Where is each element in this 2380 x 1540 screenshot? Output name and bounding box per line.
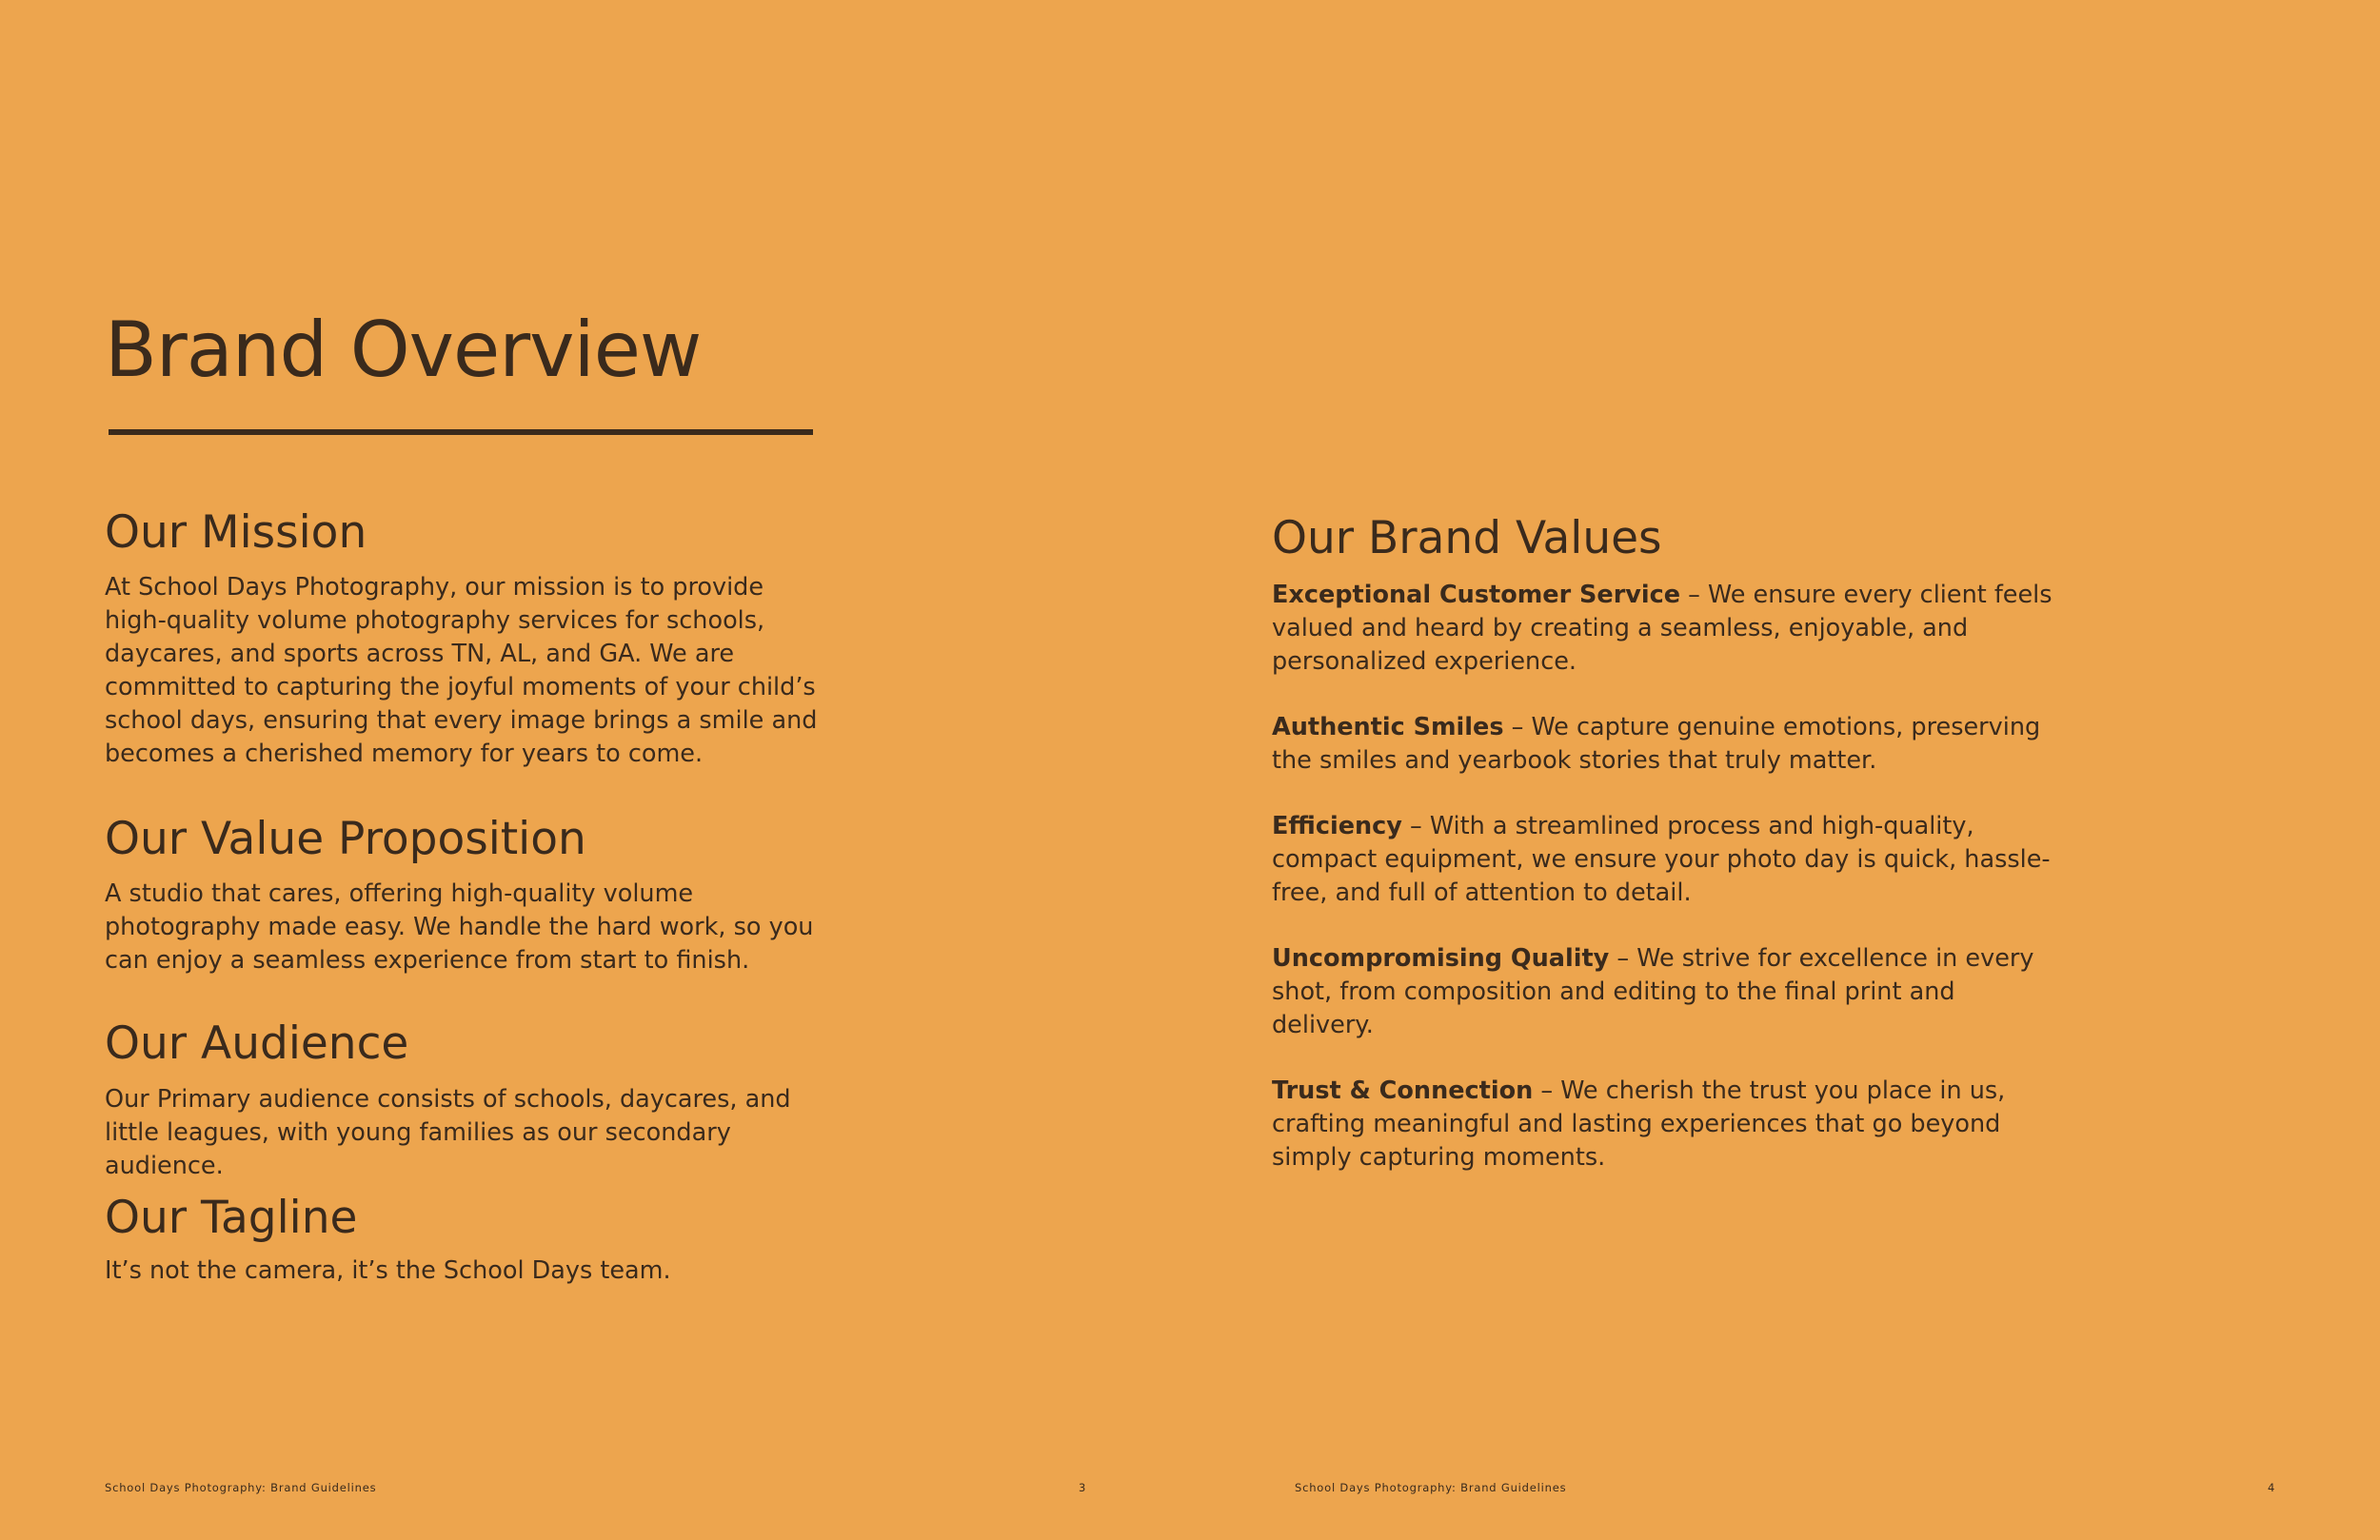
- brand-value-name: Authentic Smiles: [1272, 713, 1504, 741]
- footer-right-page-number: 4: [2268, 1481, 2276, 1494]
- audience-text: Our Primary audience consists of schools, daycares, and little leagues, with young families as our secondary audience.: [105, 1085, 791, 1180]
- brand-value-name: Efficiency: [1272, 812, 1402, 840]
- tagline-heading: Our Tagline: [105, 1192, 358, 1244]
- brand-values-list: [1272, 579, 2053, 1207]
- audience-heading: Our Audience: [105, 1017, 409, 1070]
- value-proposition-text: A studio that cares, offering high-quality volume photography made easy. We handle the hard work, so you can enjoy a seamless experience from start to finish.: [105, 879, 814, 975]
- brand-value-description: – We ensure every client feels valued and heard by creating a seamless, enjoyable, and personalized experience.: [1272, 581, 2053, 676]
- brand-value-item: [1272, 711, 2053, 778]
- value-proposition-heading: Our Value Proposition: [105, 813, 586, 865]
- brand-values-heading: Our Brand Values: [1272, 512, 1662, 564]
- brand-value-name: Uncompromising Quality: [1272, 944, 1610, 973]
- brand-value-description: – We strive for excellence in every shot, from composition and editing to the final print and delivery.: [1272, 944, 2034, 1039]
- mission-text: At School Days Photography, our mission is to provide high-quality volume photography services for schools, daycares, and sports across TN, AL, and GA. We are committed to capturing the joyful moments of your child’s school days, ensuring that every image brings a smile and becomes a cherished memory for years to come.: [105, 573, 818, 768]
- footer-right-label: School Days Photography: Brand Guidelines: [1295, 1481, 1567, 1494]
- brand-value-name: Exceptional Customer Service: [1272, 581, 1681, 609]
- title-underline: [109, 429, 813, 435]
- brand-value-description: – With a streamlined process and high-quality, compact equipment, we ensure your photo day is quick, hassle-free, and full of attention to detail.: [1272, 812, 2051, 907]
- page-title: Brand Overview: [105, 306, 702, 394]
- footer-left-page-number: 3: [1079, 1481, 1087, 1494]
- brand-value-description: – We cherish the trust you place in us, crafting meaningful and lasting experiences that go beyond simply capturing moments.: [1272, 1076, 2006, 1172]
- tagline-text: It’s not the camera, it’s the School Days team.: [105, 1256, 671, 1285]
- brand-value-item: [1272, 1075, 2053, 1175]
- brand-value-item: [1272, 942, 2053, 1042]
- brand-value-item: [1272, 579, 2053, 679]
- mission-heading: Our Mission: [105, 506, 367, 559]
- brand-value-name: Trust & Connection: [1272, 1076, 1534, 1105]
- footer-left-label: School Days Photography: Brand Guidelines: [105, 1481, 377, 1494]
- brand-value-item: [1272, 810, 2053, 910]
- brand-value-description: – We capture genuine emotions, preserving the smiles and yearbook stories that truly matter.: [1272, 713, 2041, 775]
